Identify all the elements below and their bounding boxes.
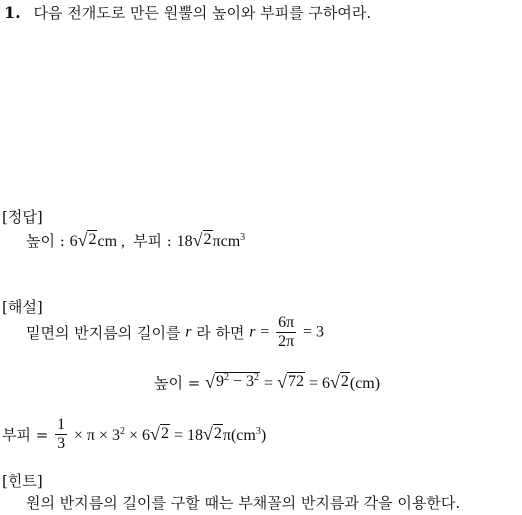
answer-line (26, 230, 245, 251)
question (4, 2, 371, 23)
question-text: 다음 전개도로 만든 원뿔의 높이와 부피를 구하여라. (33, 4, 372, 22)
answer-volume-label: 부피 : (133, 232, 172, 250)
hint-text: 원의 반지름의 길이를 구할 때는 부채꼴의 반지름과 각을 이용한다. (26, 494, 461, 512)
figure-area (20, 32, 500, 202)
explanation-volume: 부피 = $\frac{1}{3}$ × $\pi \times 3^2 \times 6$ √ 2 = 18 √ 2 $\pi(cm^3)$ (2, 416, 267, 452)
explanation-header: [해설] (2, 298, 43, 316)
fraction-1-over-3: $\frac{1}{3}$ (57, 416, 66, 452)
answer-height-value: 6 √ 2 cm , (69, 230, 126, 250)
hint-header: [힌트] (2, 472, 43, 490)
answer-height-label: 높이 : (26, 232, 65, 250)
answer-volume-value: 18 √ 2 πcm$^3$ (176, 230, 246, 250)
fraction-6pi-over-2pi: $\frac{6\pi}{2\pi}$ (278, 314, 295, 350)
question-number: 1. (4, 3, 21, 22)
explanation-line1: 밑면의 반지름의 길이를 r 라 하면 r = $\frac{6\pi}{2\pi}$ = 3 (26, 314, 324, 350)
explanation-height: 높이 = √ $9^2 - 3^2$ = √ 72 = 6 √ 2 (cm) (154, 372, 381, 392)
answer-header: [정답] (2, 208, 43, 226)
